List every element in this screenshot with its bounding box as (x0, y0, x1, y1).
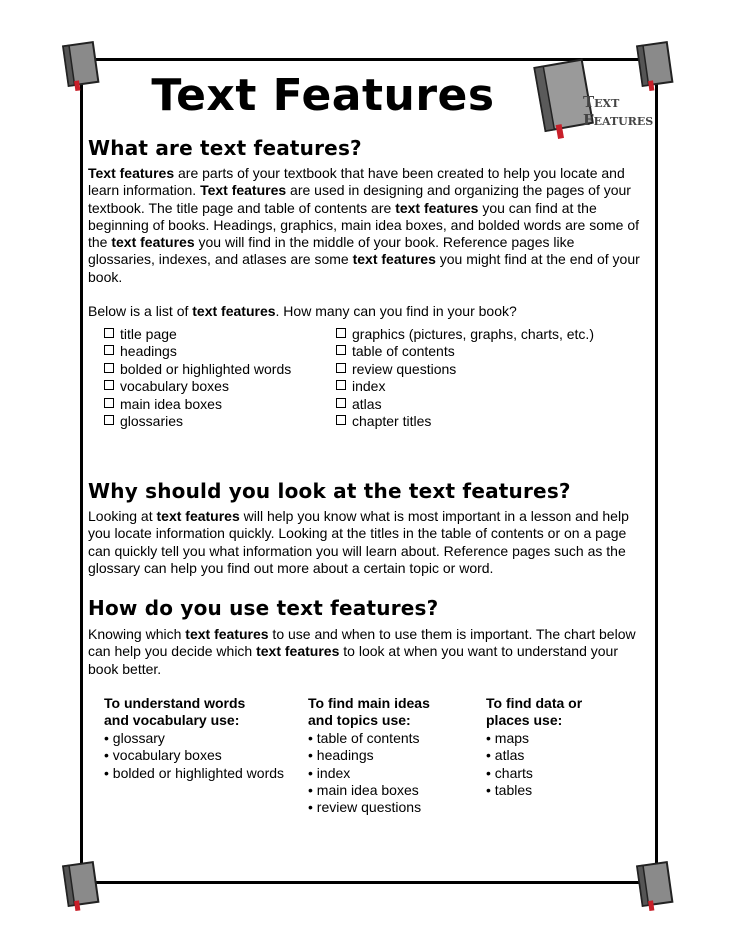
list-item-label: charts (494, 764, 533, 781)
checklist-item (336, 343, 594, 360)
checkbox-icon (104, 363, 114, 373)
text-run: will help you know what is most important in a lesson and help you locate information quickly. Looking at the titles in the table of contents or on a page can quickly tell you what information you will learn about. Reference pages such as the glossary can help you find out more about a certain topic or word. (88, 508, 629, 576)
text-run: Looking at (88, 508, 157, 524)
checklist-label: glossaries (120, 413, 184, 430)
section2-paragraph (88, 508, 643, 577)
column-heading: To find data or places use: (486, 695, 583, 729)
list-item: • atlas (486, 747, 525, 764)
checklist-label: title page (120, 326, 177, 342)
checklist-right (336, 326, 594, 430)
section-heading-what: What are text features? (88, 136, 362, 160)
section-heading-why: Why should you look at the text features? (88, 479, 571, 503)
list-item-label: atlas (494, 747, 525, 764)
checkbox-icon (336, 345, 346, 355)
checklist-label: main idea boxes (120, 395, 222, 412)
bold-term: text features (111, 234, 195, 251)
list-item: • bolded or highlighted words (104, 764, 285, 781)
checklist-label: vocabulary boxes (120, 378, 229, 395)
checklist-item (336, 413, 594, 430)
logo-text (583, 93, 653, 129)
column-heading: To understand words and vocabulary use: (104, 695, 246, 729)
checklist-label: graphics (pictures, graphs, charts, etc.) (352, 326, 594, 342)
checklist-label: table of contents (352, 343, 455, 360)
list-item-label: maps (494, 729, 530, 746)
bold-term: text features (352, 251, 436, 268)
text-run: you will find in the middle of your book. Reference pages like glossaries, indexes, and atlases are some (88, 234, 575, 268)
checkbox-icon (336, 363, 346, 373)
column-list (308, 730, 478, 817)
bold-term: Text features (88, 165, 175, 181)
checklist-item (336, 396, 594, 413)
text-run: you might find at the end of your book. (88, 251, 640, 285)
checkbox-icon (104, 328, 114, 338)
list-item-label: tables (494, 782, 533, 799)
text-run: Below is a list of (88, 303, 193, 319)
checklist-item (104, 361, 291, 378)
checklist-item (104, 326, 291, 343)
list-item: • glossary (104, 729, 165, 746)
chart-column-main-ideas (308, 695, 478, 817)
checklist-label: chapter titles (352, 413, 432, 430)
list-item-label: table of contents (316, 729, 420, 746)
list-item-label: headings (316, 747, 374, 764)
checklist-item (336, 326, 594, 343)
checkbox-icon (104, 380, 114, 390)
checklist-item (336, 378, 594, 395)
text-run: are used in designing and organizing the pages of your textbook. The title page and table of contents are (88, 182, 631, 216)
list-item: • maps (486, 729, 530, 746)
list-item: • main idea boxes (308, 782, 419, 799)
list-item: • charts (486, 764, 533, 781)
list-item: • table of contents (308, 729, 420, 746)
checklist-prompt (88, 303, 643, 320)
checkbox-icon (336, 398, 346, 408)
logo-line-1: Text (583, 93, 620, 111)
checklist-label: review questions (352, 360, 457, 377)
list-item-label: glossary (112, 729, 165, 746)
text-run: you can find at the beginning of books. Headings, graphics, main idea boxes, and bolded words are some of the (88, 199, 640, 251)
list-item: • index (308, 764, 351, 781)
checklist-item (104, 396, 291, 413)
list-item-label: index (316, 764, 351, 781)
checklist-left (104, 326, 291, 430)
column-list (486, 730, 636, 800)
checkbox-icon (336, 415, 346, 425)
checklist-item (104, 343, 291, 360)
checklist-item (336, 361, 594, 378)
list-item: • headings (308, 747, 374, 764)
text-run: Knowing which (88, 626, 186, 642)
checkbox-icon (104, 345, 114, 355)
bold-term: text features (192, 303, 276, 319)
list-item: • review questions (308, 799, 422, 816)
section1-paragraph (88, 165, 643, 286)
bold-term: text features (156, 508, 240, 524)
book-icon (634, 860, 676, 912)
page-title: Text Features (151, 70, 495, 121)
checklist-item (104, 378, 291, 395)
checklist-label: atlas (352, 395, 382, 412)
checkbox-icon (336, 328, 346, 338)
column-heading: To find main ideas and topics use: (308, 695, 430, 729)
checklist-label: headings (120, 343, 177, 360)
checklist-item (104, 413, 291, 430)
section3-paragraph (88, 626, 643, 678)
checkbox-icon (336, 380, 346, 390)
chart-column-words (104, 695, 294, 782)
list-item-label: main idea boxes (316, 782, 419, 799)
checkbox-icon (104, 398, 114, 408)
column-list (104, 730, 294, 782)
text-run: are parts of your textbook that have been created to help you locate and learn information. (88, 165, 625, 199)
list-item: • vocabulary boxes (104, 747, 222, 764)
chart-column-data (486, 695, 636, 799)
text-run: . How many can you find in your book? (275, 303, 517, 319)
list-item-label: bolded or highlighted words (112, 764, 285, 781)
checkbox-icon (104, 415, 114, 425)
bold-term: text features (395, 199, 479, 216)
list-item-label: review questions (316, 799, 422, 816)
text-run: to look at when you want to understand your book better. (88, 643, 618, 677)
bold-term: text features (185, 626, 269, 642)
checklist-label: bolded or highlighted words (120, 360, 292, 377)
book-icon (60, 860, 102, 912)
logo-line-2: Features (583, 111, 654, 129)
list-item-label: vocabulary boxes (112, 747, 222, 764)
section-heading-how: How do you use text features? (88, 596, 439, 620)
bold-term: Text features (200, 182, 287, 199)
list-item: • tables (486, 782, 533, 799)
checklist-label: index (352, 378, 386, 395)
text-run: to use and when to use them is important. The chart below can help you decide which (88, 626, 636, 660)
bold-term: text features (256, 643, 340, 660)
